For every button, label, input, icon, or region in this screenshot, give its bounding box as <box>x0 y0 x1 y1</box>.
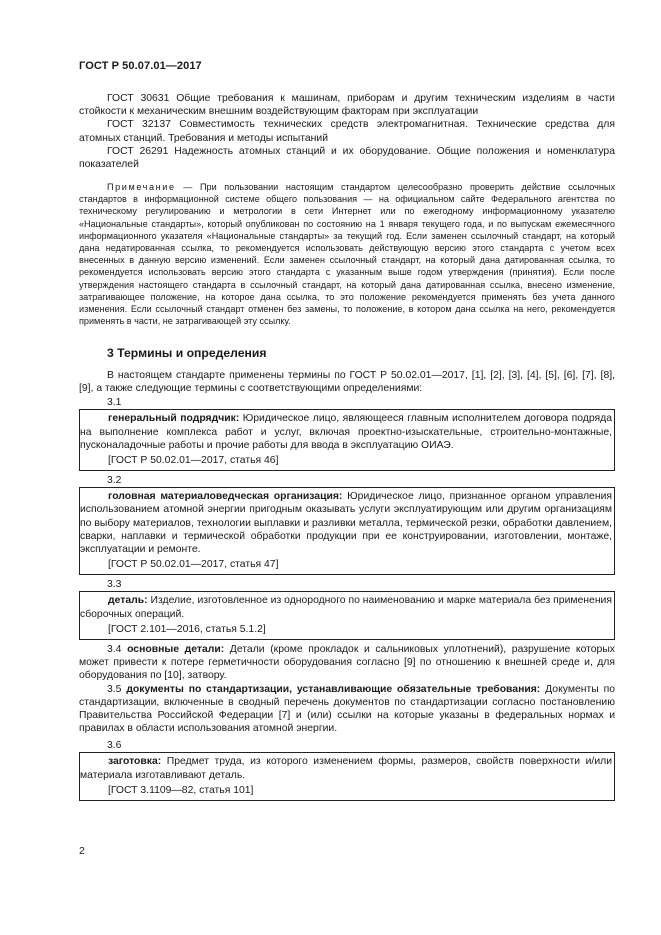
term-box <box>79 487 615 575</box>
term-box <box>79 752 615 801</box>
terms-section <box>79 369 615 801</box>
term-number: 3.2 <box>107 475 122 487</box>
term-number: 3.3 <box>107 579 122 591</box>
term-definition <box>80 490 612 556</box>
term-name: заготовка: <box>108 756 162 768</box>
term-box <box>79 409 615 471</box>
note-label: Примечание <box>107 182 176 192</box>
term-name: генеральный подрядчик: <box>108 413 240 425</box>
term-name: основные детали: <box>127 644 225 656</box>
document-header: ГОСТ Р 50.07.01—2017 <box>79 60 202 72</box>
term-text: Изделие, изготовленное из однородного по наименованию и марке материала без применения сборочных операций. <box>80 595 612 620</box>
reference-item: ГОСТ 30631 Общие требования к машинам, приборам и другим техническим изделиям в части стойкости к механическим внешним воздействующим факторам при эксплуатации <box>79 93 615 118</box>
note-block <box>79 181 615 327</box>
term-source: [ГОСТ 2.101—2016, статья 5.1.2] <box>108 623 266 635</box>
term-text: Предмет труда, из которого изменением формы, размеров, свойств поверхности и/или материала изготавливают деталь. <box>80 756 612 781</box>
reference-item: ГОСТ 32137 Совместимость технических средств электромагнитная. Технические средства для атомных станций. Требования и методы испытаний <box>79 119 615 144</box>
note-text: — При пользовании настоящим стандартом целесообразно проверить действие ссылочных стандартов в информационной системе общего пользования — на официальном сайте Федерального агентства по техническому регулированию и метрологии в сети Интернет или по ежегодному информационному указателю «Национальные стандарты», который опубликован по состоянию на 1 января текущего года, и по выпускам ежемесячного информационного указателя «Национальные стандарты» за текущий год. Если заменен ссылочный стандарт, на который дана недатированная ссылка, то рекомендуется использовать действующую версию этого стандарта с учетом всех внесенных в данную версию изменений. Если заменен ссылочный стандарт, на который дана датированная ссылка, то рекомендуется использовать версию этого стандарта с указанным выше годом утверждения (принятия). Если после утверждения настоящего стандарта в ссылочный стандарт, на который дана датированная ссылка, внесено изменение, затрагивающее положение, на которое дана ссылка, то это положение рекомендуется применять без учета данного изменения. Если ссылочный стандарт отменен без замены, то положение, в котором дана ссылка на него, рекомендуется применять в части, не затрагивающей эту ссылку. <box>79 182 615 327</box>
term-text: Юридическое лицо, являющееся главным исполнителем договора подряда на выполнение комплекса работ и услуг, включая проектно-изыскательные, строительно-монтажные, пусконаладочные работы и прочие работы для ввода в эксплуатацию ОИАЭ. <box>80 413 612 451</box>
section-title: 3 Термины и определения <box>107 346 267 360</box>
term-name: головная материаловедческая организация: <box>108 491 343 503</box>
term-source: [ГОСТ Р 50.02.01—2017, статья 47] <box>108 559 279 571</box>
section-intro: В настоящем стандарте применены термины по ГОСТ Р 50.02.01—2017, [1], [2], [3], [4], [5], [6], [7], [8], [9], а также следующие термины с соответствующими определениями: <box>79 370 615 395</box>
term-name: документы по стандартизации, устанавливающие обязательные требования: <box>126 683 541 695</box>
term-number: 3.1 <box>107 397 122 409</box>
term-box <box>79 591 615 640</box>
term-inline <box>79 683 615 736</box>
term-number: 3.6 <box>107 740 122 752</box>
term-inline <box>79 643 615 683</box>
page-number: 2 <box>79 845 85 857</box>
term-source: [ГОСТ 3.1109—82, статья 101] <box>108 784 254 796</box>
term-source: [ГОСТ Р 50.02.01—2017, статья 46] <box>108 455 279 467</box>
note-paragraph <box>79 181 615 327</box>
term-definition <box>80 755 612 781</box>
term-number: 3.5 <box>107 683 122 695</box>
term-definition <box>80 412 612 452</box>
reference-item: ГОСТ 26291 Надежность атомных станций и их оборудование. Общие положения и номенклатура показателей <box>79 145 615 171</box>
term-text: Юридическое лицо, признанное органом управления использованием атомной энергии пригодным оказывать услуги эксплуатирующим или другим организациям по выбору материалов, технологии выплавки и разливки металла, термической резки, обработки давлением, сварки, наплавки и термической обработки продукции при ее конструировании, изготовлении, монтаже, эксплуатации и ремонте. <box>80 491 612 556</box>
term-text: Детали (кроме прокладок и сальниковых уплотнений), разрушение которых может привести к потере герметичности оборудования согласно [9] по отношению к внешней среде и, для оборудования по [10], затвору. <box>79 644 615 682</box>
term-name: деталь: <box>108 595 148 607</box>
term-number: 3.4 <box>107 644 122 656</box>
term-definition <box>80 594 612 620</box>
term-text: Документы по стандартизации, включенные в сводный перечень документов по стандартизации согласно постановлению Правительства Российской Федерации [7] и (или) ссылки на которые указаны в федеральных нормах и правилах в области использования атомной энергии. <box>79 683 615 735</box>
normative-references <box>79 92 615 171</box>
